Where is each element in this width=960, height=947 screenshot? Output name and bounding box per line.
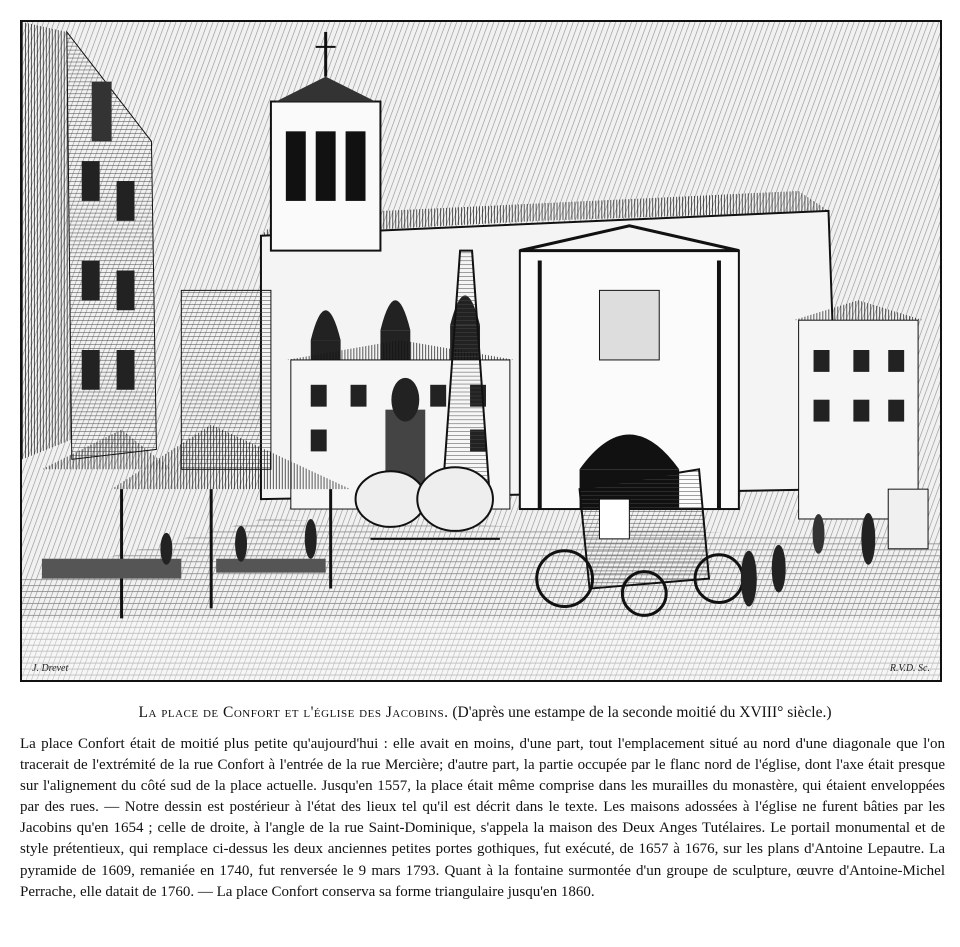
engraver-signature: R.V.D. Sc. bbox=[889, 663, 930, 674]
right-house bbox=[794, 300, 923, 519]
portal bbox=[520, 226, 739, 509]
engraving-illustration bbox=[20, 20, 942, 682]
figure-caption bbox=[40, 704, 930, 722]
caption-title: La place de Confort et l'église des Jacobins. bbox=[138, 704, 449, 721]
caption-note: (D'après une estampe de la seconde moitié du XVIII° siècle.) bbox=[452, 704, 832, 721]
engraving-drawing bbox=[22, 22, 940, 680]
artist-signature: J. Drevet bbox=[32, 663, 69, 674]
body-paragraph: La place Confort était de moitié plus petite qu'aujourd'hui : elle avait en moins, d'une part, tout l'emplacement situé au nord d'une diagonale que l'on tracerait de l'extrémité de la rue Confort à l'entrée de la rue Mercière; d'autre part, la partie occupée par le flanc nord de l'église, dont l'axe était presque sur l'alignement du côté sud de la place actuelle. Jusqu'en 1557, la place était même comprise dans les murailles du monastère, qui étaient enveloppées par des rues. — Notre dessin est postérieur à l'état des lieux tel qu'il est décrit dans le texte. Les maisons adossées à l'église ne furent bâties par les Jacobins qu'en 1654 ; celle de droite, à l'angle de la rue Saint-Dominique, s'appela la maison des Deux Anges Tutélaires. Le portail monumental et de style prétentieux, qui remplace ci-dessus les deux anciennes petites portes gothiques, fut exécuté, de 1657 à 1676, sur les plans d'Antoine Lepautre. La pyramide de 1609, remaniée en 1740, fut renversée le 9 mars 1793. Quant à la fontaine surmontée d'un groupe de sculpture, œuvre d'Antoine-Michel Perrache, elle datait de 1760. — La place Confort conserva sa forme triangulaire jusqu'en 1860. bbox=[20, 736, 945, 900]
